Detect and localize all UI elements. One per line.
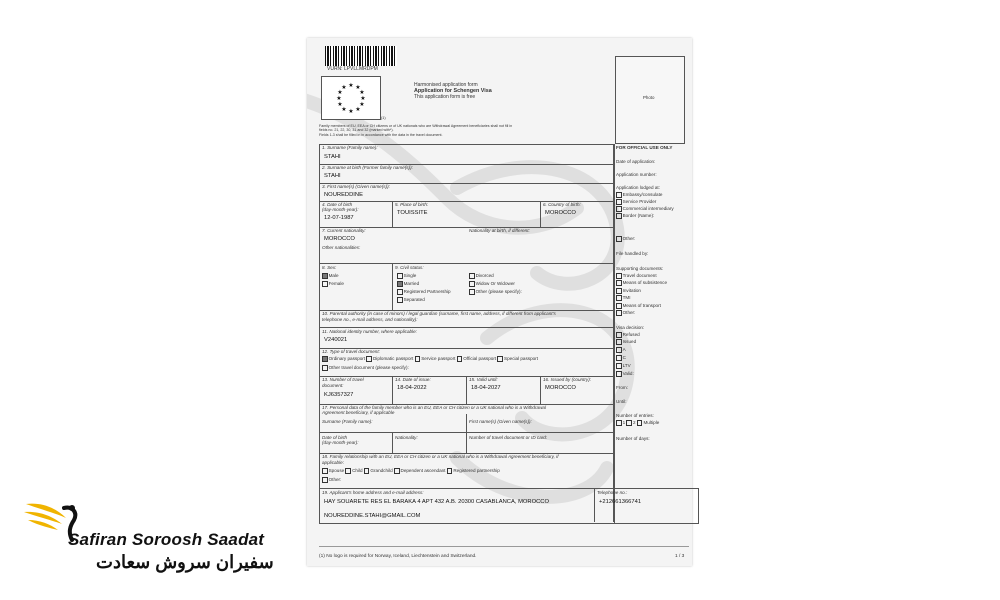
civil-divorced-option[interactable] [469, 273, 494, 279]
dob-value[interactable]: 12-07-1987 [324, 215, 354, 221]
sex-label: 8. Sex: [322, 265, 337, 270]
visa-c-label: C [622, 355, 626, 361]
official-service-provider [616, 199, 656, 205]
surname-label: 1. Surname (Family name): [322, 145, 378, 150]
checkbox-icon[interactable] [447, 468, 453, 474]
embassy-label: Embassy/consulate [622, 192, 663, 198]
official-tmi [616, 295, 631, 301]
family-dob-label: Date of birth [322, 435, 348, 440]
visa-a-label: A [622, 347, 626, 353]
invitation-label: Invitation [622, 288, 641, 294]
checkbox-icon[interactable] [497, 356, 503, 362]
footer-rule [319, 546, 689, 547]
checkbox-icon[interactable] [322, 468, 328, 474]
dob-label-format: (day-month-year): [322, 207, 359, 212]
rule [319, 327, 613, 328]
travel-doc-number-label-2: document: [322, 383, 344, 388]
family-surname-label: Surname (Family name): [322, 419, 373, 424]
place-of-birth-label: 5. Place of birth: [395, 202, 429, 207]
official-divider [613, 144, 614, 522]
entries-multiple-label: Multiple [643, 420, 660, 426]
date-of-issue-value[interactable]: 18-04-2022 [397, 385, 427, 391]
civil-other-label: Other (please specify): [475, 289, 522, 295]
checkbox-icon[interactable] [616, 192, 622, 198]
civil-married-label: Married [403, 281, 420, 287]
checkbox-icon[interactable] [616, 213, 622, 219]
svg-text:★: ★ [341, 85, 347, 91]
checkbox-icon[interactable] [364, 468, 370, 474]
svg-text:★: ★ [336, 96, 342, 102]
official-passport-label: Official passport [463, 356, 497, 362]
official-other-1 [616, 236, 635, 242]
official-issued [616, 339, 636, 345]
official-lodged-at: Application lodged at: [616, 185, 660, 190]
eu-stars-icon [322, 77, 380, 119]
civil-separated-option[interactable] [397, 297, 425, 303]
travel-doc-options [322, 356, 538, 362]
official-number-of-days: Number of days: [616, 436, 650, 441]
spouse-label: Spouse [328, 468, 345, 474]
official-entries-options [616, 420, 659, 426]
entries-1-label: 1 [622, 420, 626, 426]
official-other-2 [616, 310, 635, 316]
means-transport-label: Means of transport [622, 303, 661, 309]
rule [392, 263, 393, 310]
refused-label: Refused [622, 332, 640, 338]
civil-divorced-label: Divorced [475, 273, 494, 279]
country-of-birth-value[interactable]: MOROCCO [545, 210, 576, 216]
other-travel-doc-option[interactable] [322, 365, 409, 371]
nationality-at-birth-label: Nationality at birth, if different: [469, 228, 530, 233]
issued-by-label: 16. Issued by (country): [543, 377, 592, 382]
official-travel-document [616, 273, 657, 279]
svg-text:★: ★ [359, 102, 365, 108]
ordinary-passport-label: Ordinary passport [328, 356, 366, 362]
diplomatic-passport-label: Diplomatic passport [372, 356, 414, 362]
checkbox-icon[interactable] [322, 365, 328, 371]
checkbox-icon[interactable] [616, 355, 622, 361]
country-of-birth-label: 6. Country of birth: [543, 202, 581, 207]
checkbox-icon[interactable] [415, 356, 421, 362]
checkbox-checked-icon[interactable] [397, 281, 403, 287]
svg-text:★: ★ [348, 109, 354, 115]
official-embassy [616, 192, 662, 198]
official-until: Until: [616, 399, 627, 404]
official-other-2-label: Other: [622, 310, 636, 316]
special-passport-label: Special passport [504, 356, 538, 362]
checkbox-icon[interactable] [637, 420, 643, 426]
checkbox-icon[interactable] [626, 420, 632, 426]
rule [540, 376, 541, 404]
checkbox-icon[interactable] [397, 297, 403, 303]
other-travel-doc-label: Other travel document (please specify): [328, 365, 409, 371]
guardian-label-2: telephone no., e-mail address, and nationality): [322, 317, 418, 322]
intro-note-1: Family members of EU, EEA or CH citizens or of UK nationals who are Withdrawal Agreement beneficiaries shall not fill in [319, 124, 513, 128]
checkbox-icon[interactable] [616, 295, 622, 301]
vurn-number: VURN: LPVLLMRDPM [327, 66, 378, 72]
official-commercial [616, 206, 674, 212]
checkbox-icon[interactable] [616, 371, 622, 377]
official-ltv [616, 363, 631, 369]
issued-label: Issued [622, 339, 637, 345]
relationship-other-label: Other: [328, 477, 342, 483]
svg-text:★: ★ [355, 107, 361, 113]
barcode [325, 46, 397, 66]
svg-text:★: ★ [337, 102, 343, 108]
family-member-label-1: 17. Personal data of the family member who is an EU, EEA or CH citizen or a UK national who is a Withdrawal [322, 405, 546, 410]
sex-female-option[interactable] [322, 281, 344, 287]
official-invitation [616, 288, 641, 294]
address-value[interactable]: HAY SOUARETE RES EL BARAKA 4 APT 432 A.B. 20300 CASABLANCA, MOROCCO [324, 499, 549, 505]
civil-widow-label: Widow Or Widower [475, 281, 515, 287]
first-name-value[interactable]: NOUREDDINE [324, 192, 363, 198]
commercial-intermediary-label: Commercial intermediary [622, 206, 674, 212]
valid-until-label: 15. Valid until: [469, 377, 498, 382]
checkbox-icon[interactable] [469, 273, 475, 279]
official-other-label: Other: [622, 236, 636, 242]
checkbox-icon[interactable] [616, 280, 622, 286]
brand-name: Safiran Soroosh Saadat [68, 530, 265, 549]
address-label: 19. Applicant's home address and e-mail address: [322, 490, 424, 495]
service-passport-label: Service passport [421, 356, 456, 362]
checkbox-icon[interactable] [616, 199, 622, 205]
nationality-label: 7. Current nationality: [322, 228, 366, 233]
official-means-subsistence [616, 280, 667, 286]
checkbox-icon[interactable] [616, 347, 622, 353]
tmi-label: TMI [622, 295, 631, 301]
checkbox-icon[interactable] [345, 468, 351, 474]
rule [392, 432, 393, 453]
svg-text:★: ★ [341, 107, 347, 113]
official-file-handled: File handled by: [616, 251, 649, 256]
surname-value[interactable]: STAHI [324, 154, 341, 160]
rule [392, 201, 393, 227]
official-border [616, 213, 654, 219]
family-relationship-label-2: applicable: [322, 460, 344, 465]
eu-flag [321, 76, 381, 120]
date-of-issue-label: 14. Date of issue: [395, 377, 431, 382]
official-date-of-application: Date of application: [616, 159, 656, 164]
checkbox-icon[interactable] [397, 289, 403, 295]
form-title: Application for Schengen Visa [414, 88, 492, 94]
official-use-title: FOR OFFICIAL USE ONLY [616, 145, 673, 150]
svg-text:★: ★ [359, 90, 365, 96]
means-subsistence-label: Means of subsistence [622, 280, 668, 286]
official-refused [616, 332, 640, 338]
page-number: 1 / 3 [675, 554, 685, 559]
intro-note-2: fields no. 21, 22, 30, 31 and 32 (marked with*). [319, 128, 394, 132]
travel-doc-type-label: 12. Type of travel document: [322, 349, 380, 354]
place-of-birth-value[interactable]: TOUISSITE [397, 210, 428, 216]
checkbox-icon[interactable] [457, 356, 463, 362]
official-application-number: Application number: [616, 172, 657, 177]
sex-female-label: Female [328, 281, 344, 287]
checkbox-checked-icon[interactable] [322, 273, 328, 279]
rule [540, 201, 541, 227]
ltv-label: LTV [622, 363, 631, 369]
official-valid [616, 371, 634, 377]
valid-until-value[interactable]: 18-04-2027 [471, 385, 501, 391]
entries-2-label: 2 [633, 420, 636, 426]
civil-widow-option[interactable] [469, 281, 515, 287]
sex-male-option[interactable] [322, 273, 339, 279]
svg-text:★: ★ [348, 83, 354, 89]
rule [319, 263, 613, 264]
checkbox-icon[interactable] [616, 332, 622, 338]
family-relationship-label-1: 18. Family relationship with an EU, EEA or CH citizen or a UK national who is a Withdrawal Agreement beneficiary, if [322, 454, 559, 459]
phone-value[interactable]: +212661366741 [599, 499, 642, 505]
checkbox-icon[interactable] [394, 468, 400, 474]
phone-label: Telephone no.: [597, 490, 628, 495]
svg-text:★: ★ [337, 90, 343, 96]
surname-at-birth-value[interactable]: STAHI [324, 173, 341, 179]
national-id-label: 11. National identity number, where applicable: [322, 329, 417, 334]
sex-male-label: Male [328, 273, 339, 279]
dob-label: 4. Date of birth [322, 202, 353, 207]
civil-other-option[interactable] [469, 289, 522, 295]
visa-application-page [307, 38, 692, 566]
svg-text:★: ★ [360, 96, 366, 102]
checkbox-icon[interactable] [616, 288, 622, 294]
family-doc-number-label: Number of travel document or ID card: [469, 435, 548, 440]
checkbox-icon[interactable] [366, 356, 372, 362]
checkbox-icon[interactable] [322, 281, 328, 287]
civil-registered-label: Registered Partnership [403, 289, 451, 295]
family-dob-label-2: (day-month-year): [322, 440, 359, 445]
email-value[interactable]: NOUREDDINE.STAHI@GMAIL.COM [324, 513, 421, 519]
checkbox-icon[interactable] [616, 310, 622, 316]
checkbox-icon[interactable] [616, 339, 622, 345]
checkbox-icon[interactable] [322, 477, 328, 483]
checkbox-icon[interactable] [469, 281, 475, 287]
checkbox-checked-icon[interactable] [322, 356, 328, 362]
family-nationality-label: Nationality: [395, 435, 418, 440]
issued-by-value[interactable]: MOROCCO [545, 385, 576, 391]
checkbox-icon[interactable] [616, 363, 622, 369]
flag-footnote-mark: (1) [381, 116, 386, 120]
official-from: From: [616, 385, 628, 390]
svg-text:★: ★ [355, 85, 361, 91]
child-label: Child [352, 468, 363, 474]
official-means-transport [616, 303, 661, 309]
civil-registered-option[interactable] [397, 289, 451, 295]
checkbox-icon[interactable] [397, 273, 403, 279]
rule [466, 414, 467, 432]
rule [392, 376, 393, 404]
official-a [616, 347, 626, 353]
footnote: (1) No logo is required for Norway, Iceland, Liechtenstein and Switzerland. [319, 554, 477, 559]
civil-single-label: Single [403, 273, 417, 279]
dependent-ascendant-label: Dependent ascendant [400, 468, 446, 474]
official-c [616, 355, 626, 361]
civil-married-option[interactable] [397, 281, 419, 287]
relationship-options [322, 468, 500, 474]
travel-document-label: Travel document [622, 273, 657, 279]
rule [466, 432, 467, 453]
civil-separated-label: Separated [403, 297, 425, 303]
travel-doc-number-value[interactable]: KJ6357327 [324, 392, 354, 398]
checkbox-icon[interactable] [616, 420, 622, 426]
checkbox-icon[interactable] [469, 289, 475, 295]
nationality-value[interactable]: MOROCCO [324, 236, 355, 242]
brand-name-fa: سفیران سروش سعادت [96, 552, 274, 572]
header-line: Harmonised application form [414, 82, 478, 88]
guardian-label-1: 10. Parental authority (in case of minors) / legal guardian (surname, first name, address, if different from applicant's [322, 311, 556, 316]
checkbox-icon[interactable] [616, 303, 622, 309]
official-visa-decision: Visa decision: [616, 325, 645, 330]
official-supporting-docs: Supporting documents: [616, 266, 664, 271]
travel-doc-number-label: 13. Number of travel [322, 377, 364, 382]
family-first-name-label: First name(s) (Given name(s)): [469, 419, 532, 424]
rule [466, 376, 467, 404]
surname-at-birth-label: 2. Surname at birth (Former family name(s)): [322, 165, 413, 170]
valid-label: Valid: [622, 371, 634, 377]
family-member-label-2: Agreement beneficiary, if applicable [322, 410, 395, 415]
national-id-value[interactable]: V240021 [324, 337, 348, 343]
border-label: Border (Name): [622, 213, 655, 219]
checkbox-icon[interactable] [616, 236, 622, 242]
first-name-label: 3. First name(s) (Given name(s)): [322, 184, 390, 189]
checkbox-icon[interactable] [616, 273, 622, 279]
registered-partnership-label: Registered partnership [453, 468, 500, 474]
photo-label: Photo [643, 95, 655, 100]
grandchild-label: Grandchild [370, 468, 393, 474]
service-provider-label: Service Provider [622, 199, 657, 205]
form-free-note: This application form is free [414, 94, 476, 100]
intro-note-3: Fields 1-3 shall be filled in in accordance with the data in the travel document. [319, 133, 443, 137]
checkbox-icon[interactable] [616, 206, 622, 212]
official-number-of-entries: Number of entries: [616, 413, 654, 418]
civil-single-option[interactable] [397, 273, 416, 279]
other-nationalities-label: Other nationalities: [322, 245, 361, 250]
civil-status-label: 9. Civil status: [395, 265, 424, 270]
relationship-other-option[interactable] [322, 477, 341, 483]
